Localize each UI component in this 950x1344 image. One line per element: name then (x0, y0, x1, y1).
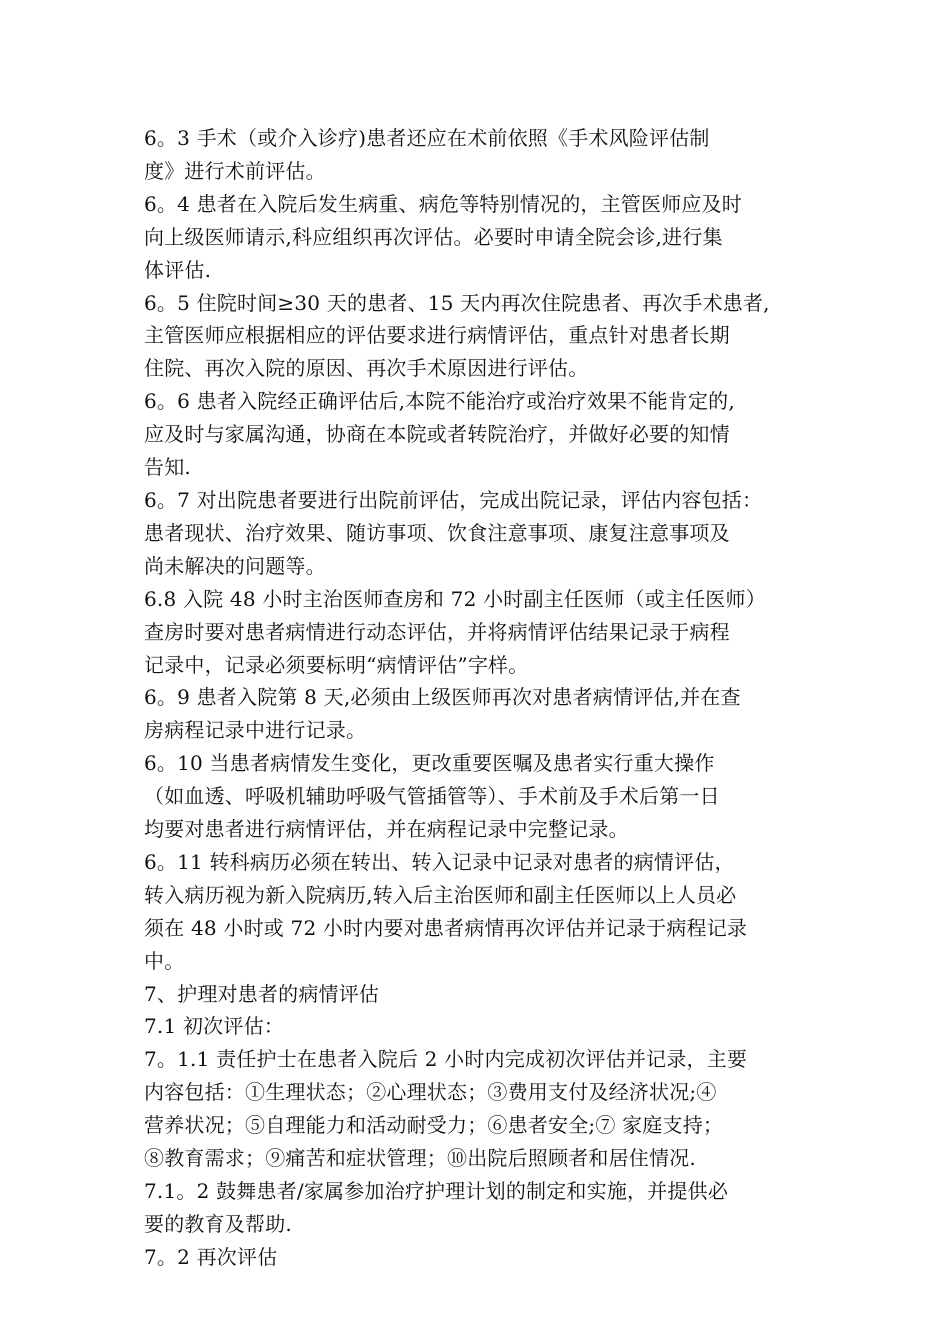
text-line: 6。3 手术（或介入诊疗)患者还应在术前依照《手术风险评估制 (144, 126, 710, 150)
text-line: 均要对患者进行病情评估，并在病程记录中完整记录。 (144, 817, 629, 842)
text-line: 应及时与家属沟通，协商在本院或者转院治疗，并做好必要的知情 (144, 422, 730, 447)
subsection-heading: 7。2 再次评估 (144, 1244, 278, 1269)
text-line: 查房时要对患者病情进行动态评估，并将病情评估结果记录于病程 (144, 619, 730, 644)
text-line: 患者现状、治疗效果、随访事项、饮食注意事项、康复注意事项及 (144, 520, 730, 545)
text-line: 6。11 转科病历必须在转出、转入记录中记录对患者的病情评估， (144, 849, 735, 874)
text-line: 中。 (144, 948, 185, 973)
text-line: 6。10 当患者病情发生变化，更改重要医嘱及患者实行重大操作 (144, 751, 715, 776)
text-line: ⑧教育需求；⑨痛苦和症状管理；⑩出院后照顾者和居住情况. (144, 1146, 696, 1171)
text-line: 须在 48 小时或 72 小时内要对患者病情再次评估并记录于病程记录 (144, 915, 748, 940)
text-line: 体评估. (144, 257, 212, 282)
text-line: 6。5 住院时间≥30 天的患者、15 天内再次住院患者、再次手术患者, (144, 290, 770, 315)
text-line: 内容包括：①生理状态；②心理状态；③费用支付及经济状况;④ (144, 1080, 717, 1105)
text-line: 房病程记录中进行记录。 (144, 718, 367, 743)
text-line: 度》进行术前评估。 (144, 158, 326, 183)
text-line: 转入病历视为新入院病历,转入后主治医师和副主任医师以上人员必 (144, 882, 737, 907)
text-line: 住院、再次入院的原因、再次手术原因进行评估。 (144, 356, 589, 381)
text-line: 主管医师应根据相应的评估要求进行病情评估，重点针对患者长期 (144, 323, 730, 348)
text-line: 7。1.1 责任护士在患者入院后 2 小时内完成初次评估并记录，主要 (144, 1047, 748, 1072)
section-heading: 7、护理对患者的病情评估 (144, 981, 380, 1006)
text-line: 6。6 患者入院经正确评估后,本院不能治疗或治疗效果不能肯定的, (144, 389, 735, 414)
text-line: 6.8 入院 48 小时主治医师查房和 72 小时副主任医师（或主任医师） (144, 586, 766, 611)
document-body (144, 122, 814, 1274)
text-line: 7.1。2 鼓舞患者/家属参加治疗护理计划的制定和实施，并提供必 (144, 1179, 729, 1203)
text-line: 6。9 患者入院第 8 天,必须由上级医师再次对患者病情评估,并在查 (144, 685, 741, 710)
subsection-heading: 7.1 初次评估： (144, 1014, 284, 1039)
text-line: 尚未解决的问题等。 (144, 553, 326, 578)
text-line: 向上级医师请示,科应组织再次评估。必要时申请全院会诊,进行集 (144, 224, 723, 249)
text-line: 记录中，记录必须要标明“病情评估”字样。 (144, 652, 529, 677)
text-line: （如血透、呼吸机辅助呼吸气管插管等）、手术前及手术后第一日 (144, 784, 720, 809)
text-line: 6。4 患者在入院后发生病重、病危等特别情况的，主管医师应及时 (144, 191, 743, 216)
text-line: 6。7 对出院患者要进行出院前评估，完成出院记录，评估内容包括： (144, 487, 763, 512)
text-line: 告知. (144, 455, 191, 480)
text-line: 要的教育及帮助. (144, 1211, 292, 1236)
text-line: 营养状况；⑤自理能力和活动耐受力；⑥患者安全;⑦ 家庭支持； (144, 1113, 724, 1138)
